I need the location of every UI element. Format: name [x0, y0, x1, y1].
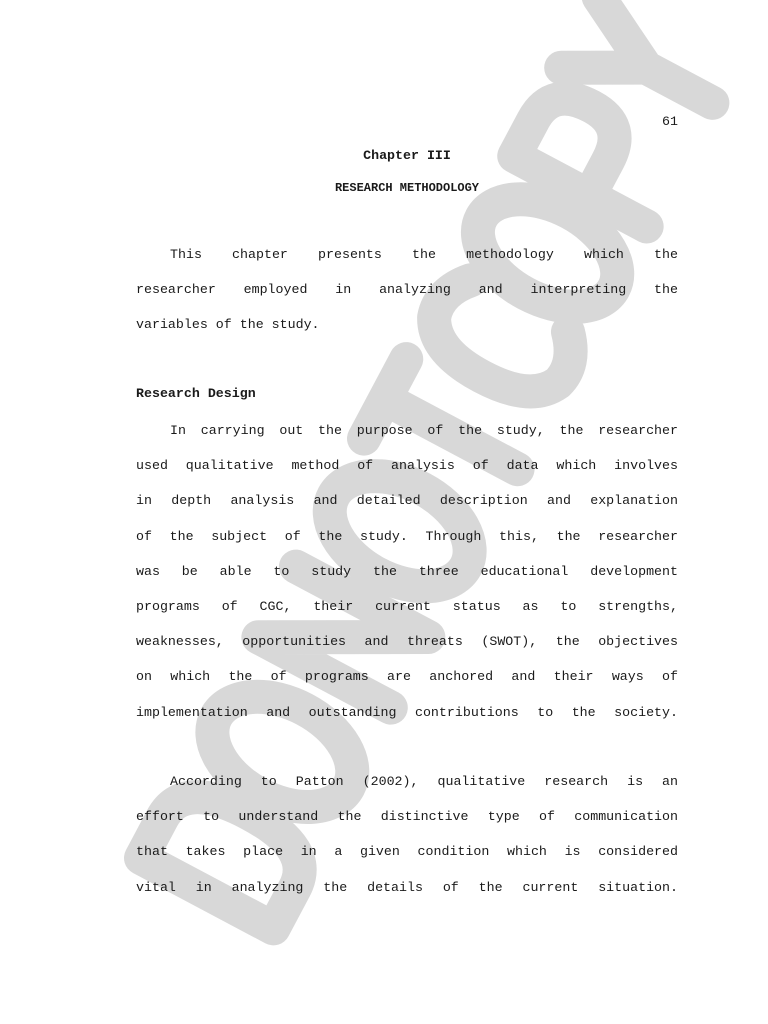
paragraph-line: weaknesses, opportunities and threats (SWOT), the objectives — [136, 634, 678, 650]
paragraph-line: used qualitative method of analysis of data which involves — [136, 458, 678, 474]
intro-paragraph — [136, 237, 678, 343]
paragraph-line: effort to understand the distinctive type of communication — [136, 809, 678, 825]
paragraph-line: According to Patton (2002), qualitative research is an — [170, 774, 678, 789]
paragraph-line: was be able to study the three educational development — [136, 563, 678, 579]
paragraph-line: implementation and outstanding contributions to the society. — [136, 704, 678, 720]
paragraph-line: In carrying out the purpose of the study, the researcher — [170, 423, 678, 438]
paragraph-line: researcher employed in analyzing and interpreting the — [136, 282, 678, 298]
section-heading: Research Design — [136, 386, 256, 401]
paragraph-line: on which the of programs are anchored and their ways of — [136, 669, 678, 685]
paragraph-line: variables of the study. — [136, 317, 320, 333]
paragraph-line: This chapter presents the methodology which the — [170, 247, 678, 262]
chapter-title: RESEARCH METHODOLOGY — [334, 181, 480, 195]
paragraph-line: of the subject of the study. Through this, the researcher — [136, 528, 678, 544]
research-design-paragraph — [136, 413, 678, 730]
patton-paragraph — [136, 764, 678, 905]
chapter-label: Chapter III — [363, 148, 451, 163]
paragraph-line: that takes place in a given condition which is considered — [136, 844, 678, 860]
paragraph-line: in depth analysis and detailed description and explanation — [136, 493, 678, 509]
paragraph-line: programs of CGC, their current status as to strengths, — [136, 598, 678, 614]
paragraph-line: vital in analyzing the details of the current situation. — [136, 879, 678, 895]
page-number: 61 — [662, 114, 678, 129]
